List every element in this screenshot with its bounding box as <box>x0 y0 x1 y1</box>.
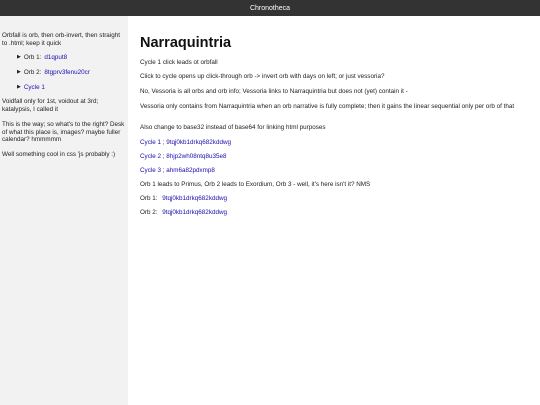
paragraph-cycle-1-click: Cycle 1 click leads ot orbfall <box>140 59 218 66</box>
paragraph-click-to-cycle: Click to cycle opens up click-through orb -> invert orb with days on left; or just vessoria? <box>140 73 385 80</box>
cycle-2-row <box>140 153 532 160</box>
triangle-right-icon: ▶ <box>17 84 21 90</box>
cycle-1-link[interactable]: Cycle 1 <box>23 84 45 91</box>
paragraph-vessoria-orbs: No, Vessoria is all orbs and orb info; Vessoria links to Narraquintria but does not (yet) contain it - <box>140 88 408 95</box>
orb-1-link[interactable]: d1qput8 <box>44 54 68 61</box>
sidebar-item-cycle-1[interactable] <box>17 84 45 92</box>
page-title: Narraquintria <box>140 35 232 51</box>
triangle-right-icon: ▶ <box>17 69 21 75</box>
sidebar-note-right: This is the way; so what's to the right? Desk of what this place is, images? maybe fuller calendar? hmmmmm <box>2 121 125 144</box>
orb-1-label: Orb 1: <box>140 195 158 202</box>
cycle-3-link[interactable]: Cycle 3 ; ahm6a82pdxmp8 <box>140 167 215 174</box>
sidebar <box>0 16 128 405</box>
orb-2-label: Orb 2: <box>140 209 158 216</box>
sidebar-item-orb-2[interactable] <box>17 69 90 77</box>
orb-1-link[interactable]: 9tqj0kb1drkq682kddwg <box>162 195 228 202</box>
cycle-3-row <box>140 167 532 174</box>
sidebar-item-label: Orb 2: <box>23 69 42 76</box>
triangle-right-icon: ▶ <box>17 54 21 60</box>
sidebar-item-label: Orb 1: <box>23 54 42 61</box>
window-title: Chronotheca <box>249 4 291 12</box>
sidebar-item-orb-1[interactable] <box>17 54 67 62</box>
orb-2-link[interactable]: 9tqj0kb1drkq682kddwg <box>162 209 228 216</box>
orb-1-row <box>140 195 532 202</box>
cycle-2-link[interactable]: Cycle 2 ; 8hjp2wh08ntq8u35e8 <box>140 153 227 160</box>
orb-2-link[interactable]: 8tgprv3fenu20cr <box>44 69 90 76</box>
paragraph-vessoria-contains: Vessoria only contains from Narraquintria when an orb narrative is fully complete; then it gains the linear sequential only per orb of that <box>140 103 515 110</box>
title-bar <box>0 0 540 16</box>
paragraph-orb-leads: Orb 1 leads to Primus, Orb 2 leads to Exordium, Orb 3 - well, it's here isn't it? NMS <box>140 181 371 188</box>
sidebar-note-voidfall: Voidfall only for 1st, voidout at 3rd; katalypsis, I called it <box>2 98 99 113</box>
orb-2-row <box>140 209 532 216</box>
sidebar-note-css: Well something cool in css 'js probably :) <box>2 151 116 158</box>
sidebar-intro: Orbfall is orb, then orb-invert, then straight to .html; keep it quick <box>2 32 120 47</box>
cycle-1-row <box>140 139 532 146</box>
cycle-1-link[interactable]: Cycle 1 ; 9tqj0kb1drkq682kddwg <box>140 139 232 146</box>
paragraph-base32: Also change to base32 instead of base64 for linking html purposes <box>140 124 326 131</box>
